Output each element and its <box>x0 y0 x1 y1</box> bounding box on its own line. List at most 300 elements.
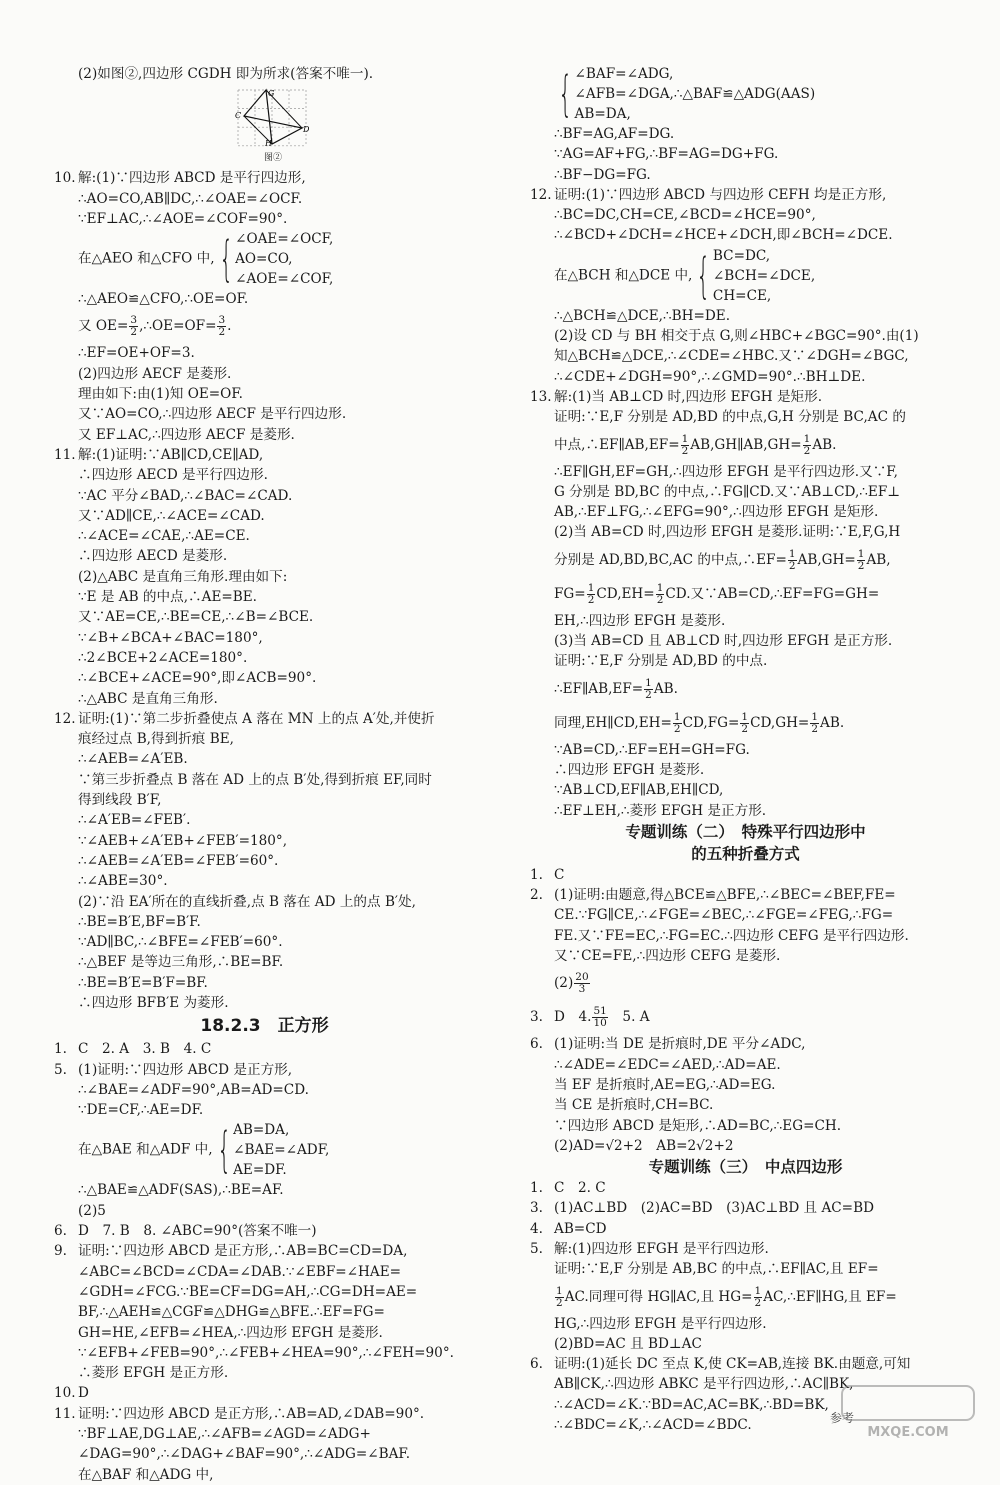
text-line <box>42 607 487 627</box>
problem-line <box>518 865 973 885</box>
line-text: ∴∠ACE=∠CAE,∴AE=CE. <box>78 528 250 545</box>
text-line <box>42 364 487 384</box>
text-line <box>42 1080 487 1100</box>
text-line <box>518 346 973 366</box>
line-text: D 7. B 8. ∠ABC=90°(答案不唯一) <box>78 1223 317 1240</box>
text-line <box>42 465 487 485</box>
problem-number: 1. <box>530 866 543 883</box>
numerator: 1 <box>811 710 819 723</box>
line-text: (2)BD=AC 且 BD⊥AC <box>554 1335 702 1352</box>
numerator: 1 <box>741 710 749 723</box>
text-line <box>42 587 487 607</box>
problem-number: 3. <box>530 1009 543 1026</box>
fraction <box>788 549 797 572</box>
line-text: ∴∠BDC=∠K,∴∠ACD=∠BDC. <box>554 1417 752 1434</box>
system-prefix: 在△BAE 和△ADF 中, <box>78 1141 213 1158</box>
text-run: CD,FG= <box>682 714 740 731</box>
text-line <box>42 343 487 363</box>
system-line: AB=DA, <box>574 106 631 122</box>
text-line <box>518 1259 973 1279</box>
svg-text:C: C <box>235 111 242 121</box>
fraction <box>644 678 653 701</box>
line-text: 当 CE 是折痕时,CH=BC. <box>554 1097 714 1114</box>
line-text: ∵BF⊥AE,DG⊥AE,∴∠AFB=∠AGD=∠ADG+ <box>78 1426 371 1443</box>
denominator: 2 <box>754 1296 762 1309</box>
line-text: 痕经过点 B,得到折痕 BE, <box>78 731 234 748</box>
line-text: (2)四边形 AECF 是菱形. <box>78 365 232 382</box>
text-run: AB,GH= <box>797 551 856 568</box>
line-text: ∵AD∥BC,∴∠BFE=∠FEB′=60°. <box>78 934 283 951</box>
brace-glyph: { <box>218 231 233 288</box>
line-text: AB=CD <box>554 1220 607 1237</box>
line-text: ∴∠BCD+∠DCH=∠HCE+∠DCH,即∠BCH=∠DCE. <box>554 227 893 244</box>
system-lines <box>575 64 816 124</box>
problem-line <box>42 1221 487 1241</box>
problem-line <box>42 1241 487 1261</box>
fraction <box>217 315 226 338</box>
text-line <box>42 229 487 289</box>
watermark-logo <box>838 1382 978 1442</box>
line-text: C <box>554 866 565 883</box>
line-text: 当 EF 是折痕时,AE=EG,∴AD=EG. <box>554 1076 776 1093</box>
text-run: AB. <box>820 714 845 731</box>
text-run: AB, <box>866 551 891 568</box>
line-text: ∵EF⊥AC,∴∠AOE=∠COF=90°. <box>78 210 288 227</box>
numerator: 1 <box>556 1284 563 1297</box>
text-line <box>42 973 487 993</box>
system-line: AE=DF. <box>233 1162 287 1179</box>
text-line <box>42 1201 487 1221</box>
text-line <box>518 966 973 1000</box>
text-line <box>42 729 487 749</box>
line-text: (2)△ABC 是直角三角形.理由如下: <box>78 568 288 585</box>
text-line <box>518 1280 973 1314</box>
line-text: ∴四边形 AECD 是菱形. <box>78 548 228 565</box>
system-prefix: 在△BCH 和△DCE 中, <box>554 267 693 284</box>
text-run: AC,∴EF∥HG,且 EF= <box>763 1288 897 1305</box>
text-line <box>42 189 487 209</box>
equation-system <box>215 229 334 289</box>
text-line <box>518 502 973 522</box>
numerator: 1 <box>681 432 689 445</box>
numerator: 1 <box>656 581 664 594</box>
line-text: ∴BF=AG,AF=DG. <box>554 126 675 142</box>
problem-line <box>518 1178 973 1198</box>
problem-number: 5. <box>530 1240 543 1257</box>
system-line: AB=DA, <box>233 1122 290 1139</box>
text-run: ∴EF∥AB,EF= <box>554 680 644 697</box>
text-line <box>42 912 487 932</box>
text-line <box>518 1314 973 1334</box>
line-text: ∵AG=AF+FG,∴BF=AG=DG+FG. <box>554 146 779 163</box>
system-prefix: 在△AEO 和△CFO 中, <box>78 250 215 267</box>
problem-number: 12. <box>54 710 76 727</box>
left-column <box>42 64 487 1485</box>
denominator: 2 <box>857 559 865 572</box>
text-line <box>42 64 487 84</box>
text-line <box>42 1444 487 1464</box>
text-run: 又 OE= <box>78 318 129 335</box>
denominator: 2 <box>218 326 226 339</box>
line-text: ∵AB=CD,∴EF=EH=GH=FG. <box>554 741 750 758</box>
text-line <box>518 1136 973 1156</box>
section-heading: 18.2.3 正方形 <box>200 1016 329 1037</box>
line-text: ∴EF∥GH,EF=GH,∴四边形 EFGH 是平行四边形.又∵F, <box>554 463 898 480</box>
problem-line <box>518 387 973 407</box>
line-text: (2)当 AB=CD 时,四边形 EFGH 是菱形.证明:∵E,F,G,H <box>554 524 901 541</box>
line-text: 又 EF⊥AC,∴四边形 AECF 是菱形. <box>78 426 295 443</box>
equation-system <box>213 1120 330 1180</box>
line-text: 又∵AD∥CE,∴∠ACE=∠CAD. <box>78 507 265 524</box>
problem-line <box>42 1039 487 1059</box>
text-line <box>42 526 487 546</box>
svg-text:H: H <box>265 139 272 149</box>
text-line <box>42 1363 487 1383</box>
problem-number: 1. <box>54 1041 67 1058</box>
text-line <box>42 1100 487 1120</box>
problem-line <box>518 1239 973 1259</box>
fraction <box>592 1006 607 1029</box>
numerator: 1 <box>645 676 652 689</box>
equation-system <box>692 246 815 306</box>
problem-number: 13. <box>530 388 552 405</box>
problem-line <box>518 1219 973 1239</box>
right-column <box>518 64 973 1435</box>
line-text: ∠GDH=∠FCG.∵BE=CF=DG=AH,∴CG=DH=AE= <box>78 1283 418 1300</box>
text-line <box>518 706 973 740</box>
text-run: 分别是 AD,BD,BC,AC 的中点,∴EF= <box>554 551 787 568</box>
numerator: 3 <box>218 314 226 327</box>
line-text: ∴△ABC 是直角三角形. <box>78 690 218 707</box>
numerator: 1 <box>803 432 811 445</box>
text-line <box>518 306 973 326</box>
line-text: ∴△AEO≌△CFO,∴OE=OF. <box>78 291 249 308</box>
fraction <box>740 712 749 735</box>
line-text: ∴BE=B′E=B′F=BF. <box>78 974 208 991</box>
numerator: 1 <box>587 581 595 594</box>
problem-line <box>518 1034 973 1054</box>
line-text: ∵AB⊥CD,EF∥AB,EH∥CD, <box>554 782 724 799</box>
grid-figure <box>232 86 314 150</box>
line-text: ∴BE=B′E,BF=B′F. <box>78 913 201 930</box>
text-line <box>42 546 487 566</box>
text-line <box>518 165 973 185</box>
problem-number: 2. <box>530 887 543 904</box>
text-line <box>42 1343 487 1363</box>
problem-number: 6. <box>54 1223 67 1240</box>
problem-number: 1. <box>530 1180 543 1197</box>
text-line <box>518 64 973 124</box>
text-line <box>42 384 487 404</box>
system-line: ∠AOE=∠COF, <box>235 271 334 288</box>
line-text: 得到线段 B′F, <box>78 792 162 809</box>
line-text: 又∵AE=CE,∴BE=CE,∴∠B=∠BCE. <box>78 609 314 626</box>
text-line <box>518 651 973 671</box>
fraction <box>681 434 690 457</box>
text-line <box>42 567 487 587</box>
text-line <box>518 428 973 462</box>
text-line <box>518 926 973 946</box>
text-line <box>42 1323 487 1343</box>
system-line: ∠BCH=∠DCE, <box>712 267 816 284</box>
text-line <box>518 144 973 164</box>
line-text: ∴EF⊥EH,∴菱形 EFGH 是正方形. <box>554 802 767 819</box>
text-line <box>518 522 973 542</box>
line-text: C 2. A 3. B 4. C <box>78 1041 212 1058</box>
figure-caption: 图② <box>263 153 282 164</box>
text-run: AB. <box>812 436 837 453</box>
system-line: ∠BAF=∠ADG, <box>574 66 674 82</box>
text-line <box>518 225 973 245</box>
text-line <box>518 1055 973 1075</box>
text-run: AB,GH∥AB,GH= <box>690 436 802 453</box>
problem-line <box>42 709 487 729</box>
text-line <box>42 1262 487 1282</box>
problem-number: 3. <box>530 1200 543 1217</box>
line-text: ∴∠A′EB=∠FEB′. <box>78 812 191 829</box>
text-line <box>42 289 487 309</box>
line-text: (2)设 CD 与 BH 相交于点 G,则∠HBC+∠BGC=90°.由(1) <box>554 328 919 345</box>
numerator: 1 <box>788 547 796 560</box>
denominator: 2 <box>681 444 689 457</box>
system-lines <box>233 1120 329 1180</box>
text-line <box>42 1424 487 1444</box>
line-text: 解:(1)证明:∵AB∥CD,CE∥AD, <box>78 446 264 463</box>
line-text: ∴△BCH≌△DCE,∴BH=DE. <box>554 307 731 324</box>
text-run: . <box>227 318 232 335</box>
line-text: ∴四边形 EFGH 是菱形. <box>554 761 705 778</box>
system-lines <box>235 229 333 289</box>
text-line <box>42 932 487 952</box>
line-text: (2)AD=√2+2 AB=2√2+2 <box>554 1137 734 1154</box>
text-line <box>42 1465 487 1485</box>
line-text: ∴△BAE≌△ADF(SAS),∴BE=AF. <box>78 1182 284 1199</box>
line-text: ∴∠ABE=30°. <box>78 873 168 890</box>
line-text: (2)∵沿 EA′所在的直线折叠,点 B 落在 AD 上的点 B′处, <box>78 893 416 910</box>
line-text: 证明:∵E,F 分别是 AB,BC 的中点,∴EF∥AC,且 EF= <box>554 1261 879 1278</box>
problem-line <box>518 1198 973 1218</box>
line-text: HG,∴四边形 EFGH 是平行四边形. <box>554 1315 767 1332</box>
line-text: (1)证明:当 DE 是折痕时,DE 平分∠ADC, <box>554 1036 806 1053</box>
line-text: 知△BCH≌△DCE,∴∠CDE=∠HBC.又∵∠DGH=∠BGC, <box>554 348 909 365</box>
text-line <box>42 1180 487 1200</box>
svg-text:MXQE.COM: MXQE.COM <box>867 1425 949 1440</box>
fraction <box>810 712 819 735</box>
line-text: ∴∠AEB=∠A′EB. <box>78 751 188 768</box>
text-line <box>42 831 487 851</box>
text-line <box>518 946 973 966</box>
text-line <box>518 482 973 502</box>
text-line <box>42 810 487 830</box>
text-run: 5. A <box>608 1009 650 1026</box>
fraction <box>754 1286 763 1309</box>
denominator: 2 <box>645 688 652 701</box>
line-text: ∵∠EFB+∠FEB=90°,∴∠FEB+∠HEA=90°,∴∠FEH=90°. <box>78 1344 454 1361</box>
line-text: 证明:(1)∵四边形 ABCD 与四边形 CEFH 均是正方形, <box>554 186 887 203</box>
text-line <box>42 486 487 506</box>
section-heading: 专题训练（二） 特殊平行四边形中 <box>625 822 866 841</box>
line-text: ∴∠AEB=∠A′EB=∠FEB′=60°. <box>78 852 279 869</box>
problem-number: 12. <box>530 186 552 203</box>
text-line <box>518 760 973 780</box>
text-line <box>518 905 973 925</box>
fraction <box>656 583 665 606</box>
line-text: ∴∠ADE=∠EDC=∠AED,∴AD=AE. <box>554 1056 781 1073</box>
text-run: 同理,EH∥CD,EH= <box>554 714 672 731</box>
line-text: EH,∴四边形 EFGH 是菱形. <box>554 612 726 629</box>
problem-number: 4. <box>530 1220 543 1237</box>
svg-text:G: G <box>268 89 275 99</box>
numerator: 1 <box>754 1284 762 1297</box>
text-run: CD.又∵AB=CD,∴EF=FG=GH= <box>665 585 880 602</box>
line-text: ∵AC 平分∠BAD,∴∠BAC=∠CAD. <box>78 487 293 504</box>
line-text: ∴EF=OE+OF=3. <box>78 345 195 362</box>
text-line <box>42 871 487 891</box>
denominator: 2 <box>587 593 595 606</box>
text-line <box>42 1120 487 1180</box>
line-text: ∠ABC=∠BCD=∠CDA=∠DAB.∵∠EBF=∠HAE= <box>78 1263 402 1280</box>
line-text: ∴四边形 BFB′E 为菱形. <box>78 994 229 1011</box>
line-text: ∵∠B+∠BCA+∠BAC=180°, <box>78 629 263 646</box>
text-line <box>518 577 973 611</box>
line-text: 解:(1)∵四边形 ABCD 是平行四边形, <box>78 170 306 187</box>
line-text: D <box>78 1385 89 1402</box>
text-line <box>42 749 487 769</box>
numerator: 3 <box>130 314 138 327</box>
text-run: CD,GH= <box>750 714 810 731</box>
text-line <box>518 801 973 821</box>
problem-line <box>42 1383 487 1403</box>
denominator: 2 <box>656 593 664 606</box>
text-line <box>42 309 487 343</box>
fraction <box>803 434 812 457</box>
text-line <box>42 668 487 688</box>
equation-system <box>554 64 815 124</box>
fraction <box>673 712 682 735</box>
text-line <box>42 1282 487 1302</box>
line-text: (1)证明:由题意,得△BCE≌△BFE,∴∠BEC=∠BEF,FE= <box>554 887 896 904</box>
line-text: BF,∴△AEH≌△CGF≌△DHG≌△BFE.∴EF=FG= <box>78 1304 385 1321</box>
text-line <box>518 611 973 631</box>
page-label: 参考 <box>829 1411 854 1425</box>
line-text: 解:(1)四边形 EFGH 是平行四边形. <box>554 1240 769 1257</box>
denominator: 2 <box>788 559 796 572</box>
text-line <box>42 209 487 229</box>
problem-line <box>518 1000 973 1034</box>
denominator: 2 <box>741 722 749 735</box>
text-line <box>42 952 487 972</box>
denominator: 3 <box>578 983 586 996</box>
line-text: ∴四边形 AECD 是平行四边形. <box>78 467 268 484</box>
line-text: ∴菱形 EFGH 是正方形. <box>78 1365 229 1382</box>
numerator: 1 <box>857 547 865 560</box>
fraction <box>857 549 866 572</box>
text-line <box>518 1116 973 1136</box>
section-heading: 的五种折叠方式 <box>691 844 800 863</box>
denominator: 2 <box>803 444 811 457</box>
denominator: 2 <box>130 326 138 339</box>
problem-number: 9. <box>54 1243 67 1260</box>
denominator: 2 <box>556 1296 563 1309</box>
text-line <box>518 246 973 306</box>
svg-text:D: D <box>303 125 310 135</box>
line-text: ∵∠AEB+∠A′EB+∠FEB′=180°, <box>78 832 288 849</box>
problem-number: 5. <box>54 1061 67 1078</box>
line-text: (1)证明:∵四边形 ABCD 是正方形, <box>78 1061 293 1078</box>
system-line: ∠AFB=∠DGA,∴△BAF≌△ADG(AAS) <box>574 86 816 102</box>
text-line <box>42 790 487 810</box>
line-text: ∴BF−DG=FG. <box>554 166 651 183</box>
text-run: FG= <box>554 585 586 602</box>
text-line <box>518 1334 973 1354</box>
line-text: ∴AO=CO,AB∥DC,∴∠OAE=∠OCF. <box>78 190 303 207</box>
line-text: C 2. C <box>554 1180 606 1197</box>
numerator: 20 <box>575 971 589 984</box>
line-text: ∴2∠BCE+2∠ACE=180°. <box>78 649 248 666</box>
problem-number: 6. <box>530 1356 543 1373</box>
line-text: 证明:(1)延长 DC 至点 K,使 CK=AB,连接 BK.由题意,可知 <box>554 1356 911 1373</box>
system-line: AO=CO, <box>235 251 293 268</box>
system-line: CH=CE, <box>712 287 772 304</box>
problem-line <box>42 168 487 188</box>
problem-line <box>518 185 973 205</box>
text-line <box>518 631 973 651</box>
text-line <box>518 326 973 346</box>
text-run: 中点,∴EF∥AB,EF= <box>554 436 680 453</box>
line-text: 又∵CE=FE,∴四边形 CEFG 是菱形. <box>554 948 781 965</box>
text-run: D 4. <box>554 1009 592 1026</box>
text-line <box>42 1302 487 1322</box>
line-text: ∴BC=DC,CH=CE,∠BCD=∠HCE=90°, <box>554 207 816 224</box>
text-line <box>42 648 487 668</box>
line-text: ∠DAG=90°,∴∠DAG+∠BAF=90°,∴∠ADG=∠BAF. <box>78 1446 411 1463</box>
line-text: ∵四边形 ABCD 是矩形,∴AD=BC,∴EG=CH. <box>554 1117 842 1134</box>
line-text: ∴∠ACD=∠K.∵BD=AC,AC=BK,∴BD=BK, <box>554 1396 829 1413</box>
text-line <box>42 993 487 1013</box>
text-line <box>518 1095 973 1115</box>
text-run: AC.同理可得 HG∥AC,且 HG= <box>564 1288 753 1305</box>
line-text: CE.∵FG∥CE,∴∠FGE=∠BEC,∴∠FGE=∠FEG,∴FG= <box>554 907 894 924</box>
fraction <box>129 315 138 338</box>
line-text: 在△BAF 和△ADG 中, <box>78 1466 214 1483</box>
line-text: FE.又∵FE=EC,∴FG=EC.∴四边形 CEFG 是平行四边形. <box>554 927 909 944</box>
line-text: (2)如图②,四边形 CGDH 即为所求(答案不唯一). <box>78 66 374 82</box>
text-line <box>42 851 487 871</box>
text-line <box>42 628 487 648</box>
problem-number: 11. <box>54 1405 76 1422</box>
text-line <box>518 205 973 225</box>
denominator: 2 <box>811 722 819 735</box>
problem-line <box>42 445 487 465</box>
line-text: ∵DE=CF,∴AE=DF. <box>78 1102 204 1119</box>
problem-line <box>518 885 973 905</box>
text-line <box>518 543 973 577</box>
line-text: GH=HE,∠EFB=∠HEA,∴四边形 EFGH 是菱形. <box>78 1324 383 1341</box>
line-text: (2)5 <box>78 1202 106 1219</box>
line-text: 证明:∵E,F 分别是 AD,BD 的中点. <box>554 653 768 670</box>
line-text: 证明:∵四边形 ABCD 是正方形,∴AB=AD,∠DAB=90°. <box>78 1405 425 1422</box>
line-text: ∵第三步折叠点 B 落在 AD 上的点 B′处,得到折痕 EF,同时 <box>78 771 432 788</box>
numerator: 51 <box>593 1005 607 1018</box>
problem-line <box>42 1404 487 1424</box>
fraction <box>555 1286 564 1309</box>
text-line <box>42 689 487 709</box>
problem-number: 6. <box>530 1036 543 1053</box>
brace-glyph: { <box>216 1122 231 1179</box>
problem-line <box>518 1354 973 1374</box>
line-text: ∴∠BCE+∠ACE=90°,即∠ACB=90°. <box>78 670 317 687</box>
line-text: 理由如下:由(1)知 OE=OF. <box>78 386 243 403</box>
